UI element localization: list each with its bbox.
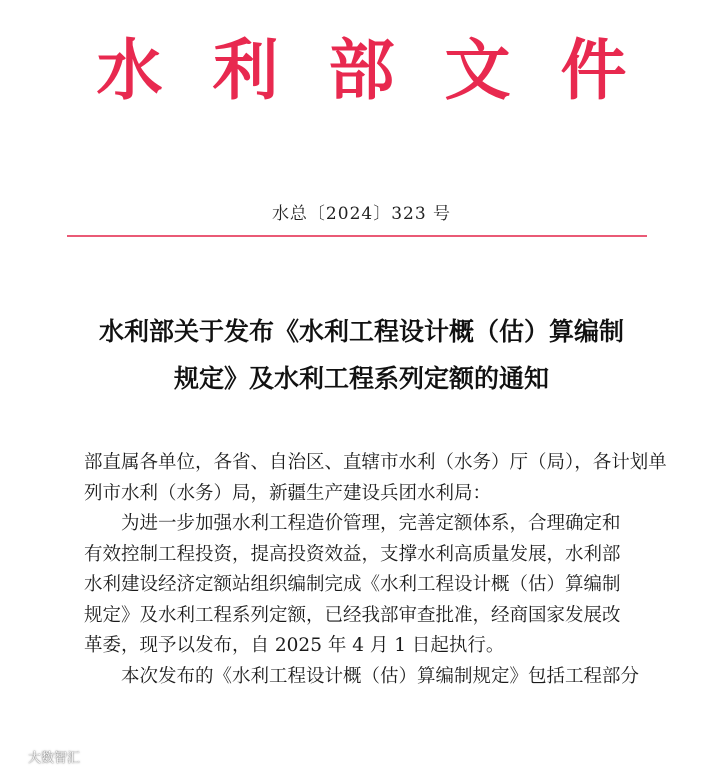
- body-line: 规定》及水利工程系列定额，已经我部审查批准，经商国家发展改: [84, 604, 621, 626]
- masthead-title: 水利部文件: [96, 31, 677, 109]
- notice-body: [84, 448, 667, 692]
- body-line: 为进一步加强水利工程造价管理，完善定额体系，合理确定和: [84, 513, 621, 534]
- body-line: 列市水利（水务）局，新疆生产建设兵团水利局：: [84, 482, 492, 504]
- body-line: 有效控制工程投资，提高投资效益，支撑水利高质量发展，水利部: [84, 543, 621, 565]
- watermark: [4, 748, 80, 770]
- red-divider-line: [67, 235, 647, 237]
- notice-title-line-1: 水利部关于发布《水利工程设计概（估）算编制: [98, 317, 624, 346]
- notice-title: [60, 308, 663, 402]
- body-line: 革委，现予以发布，自 2025 年 4 月 1 日起执行。: [84, 635, 505, 656]
- body-line: 本次发布的《水利工程设计概（估）算编制规定》包括工程部分: [84, 665, 640, 687]
- body-line: 水利建设经济定额站组织编制完成《水利工程设计概（估）算编制: [84, 574, 621, 595]
- watermark-text: 大数智汇: [28, 751, 81, 766]
- body-line: 部直属各单位，各省、自治区、直辖市水利（水务）厅（局），各计划单: [84, 452, 667, 473]
- document-number: 水总〔2024〕323 号: [271, 204, 452, 224]
- watermark-logo-icon: [4, 751, 26, 767]
- notice-title-line-2: 规定》及水利工程系列定额的通知: [173, 364, 549, 393]
